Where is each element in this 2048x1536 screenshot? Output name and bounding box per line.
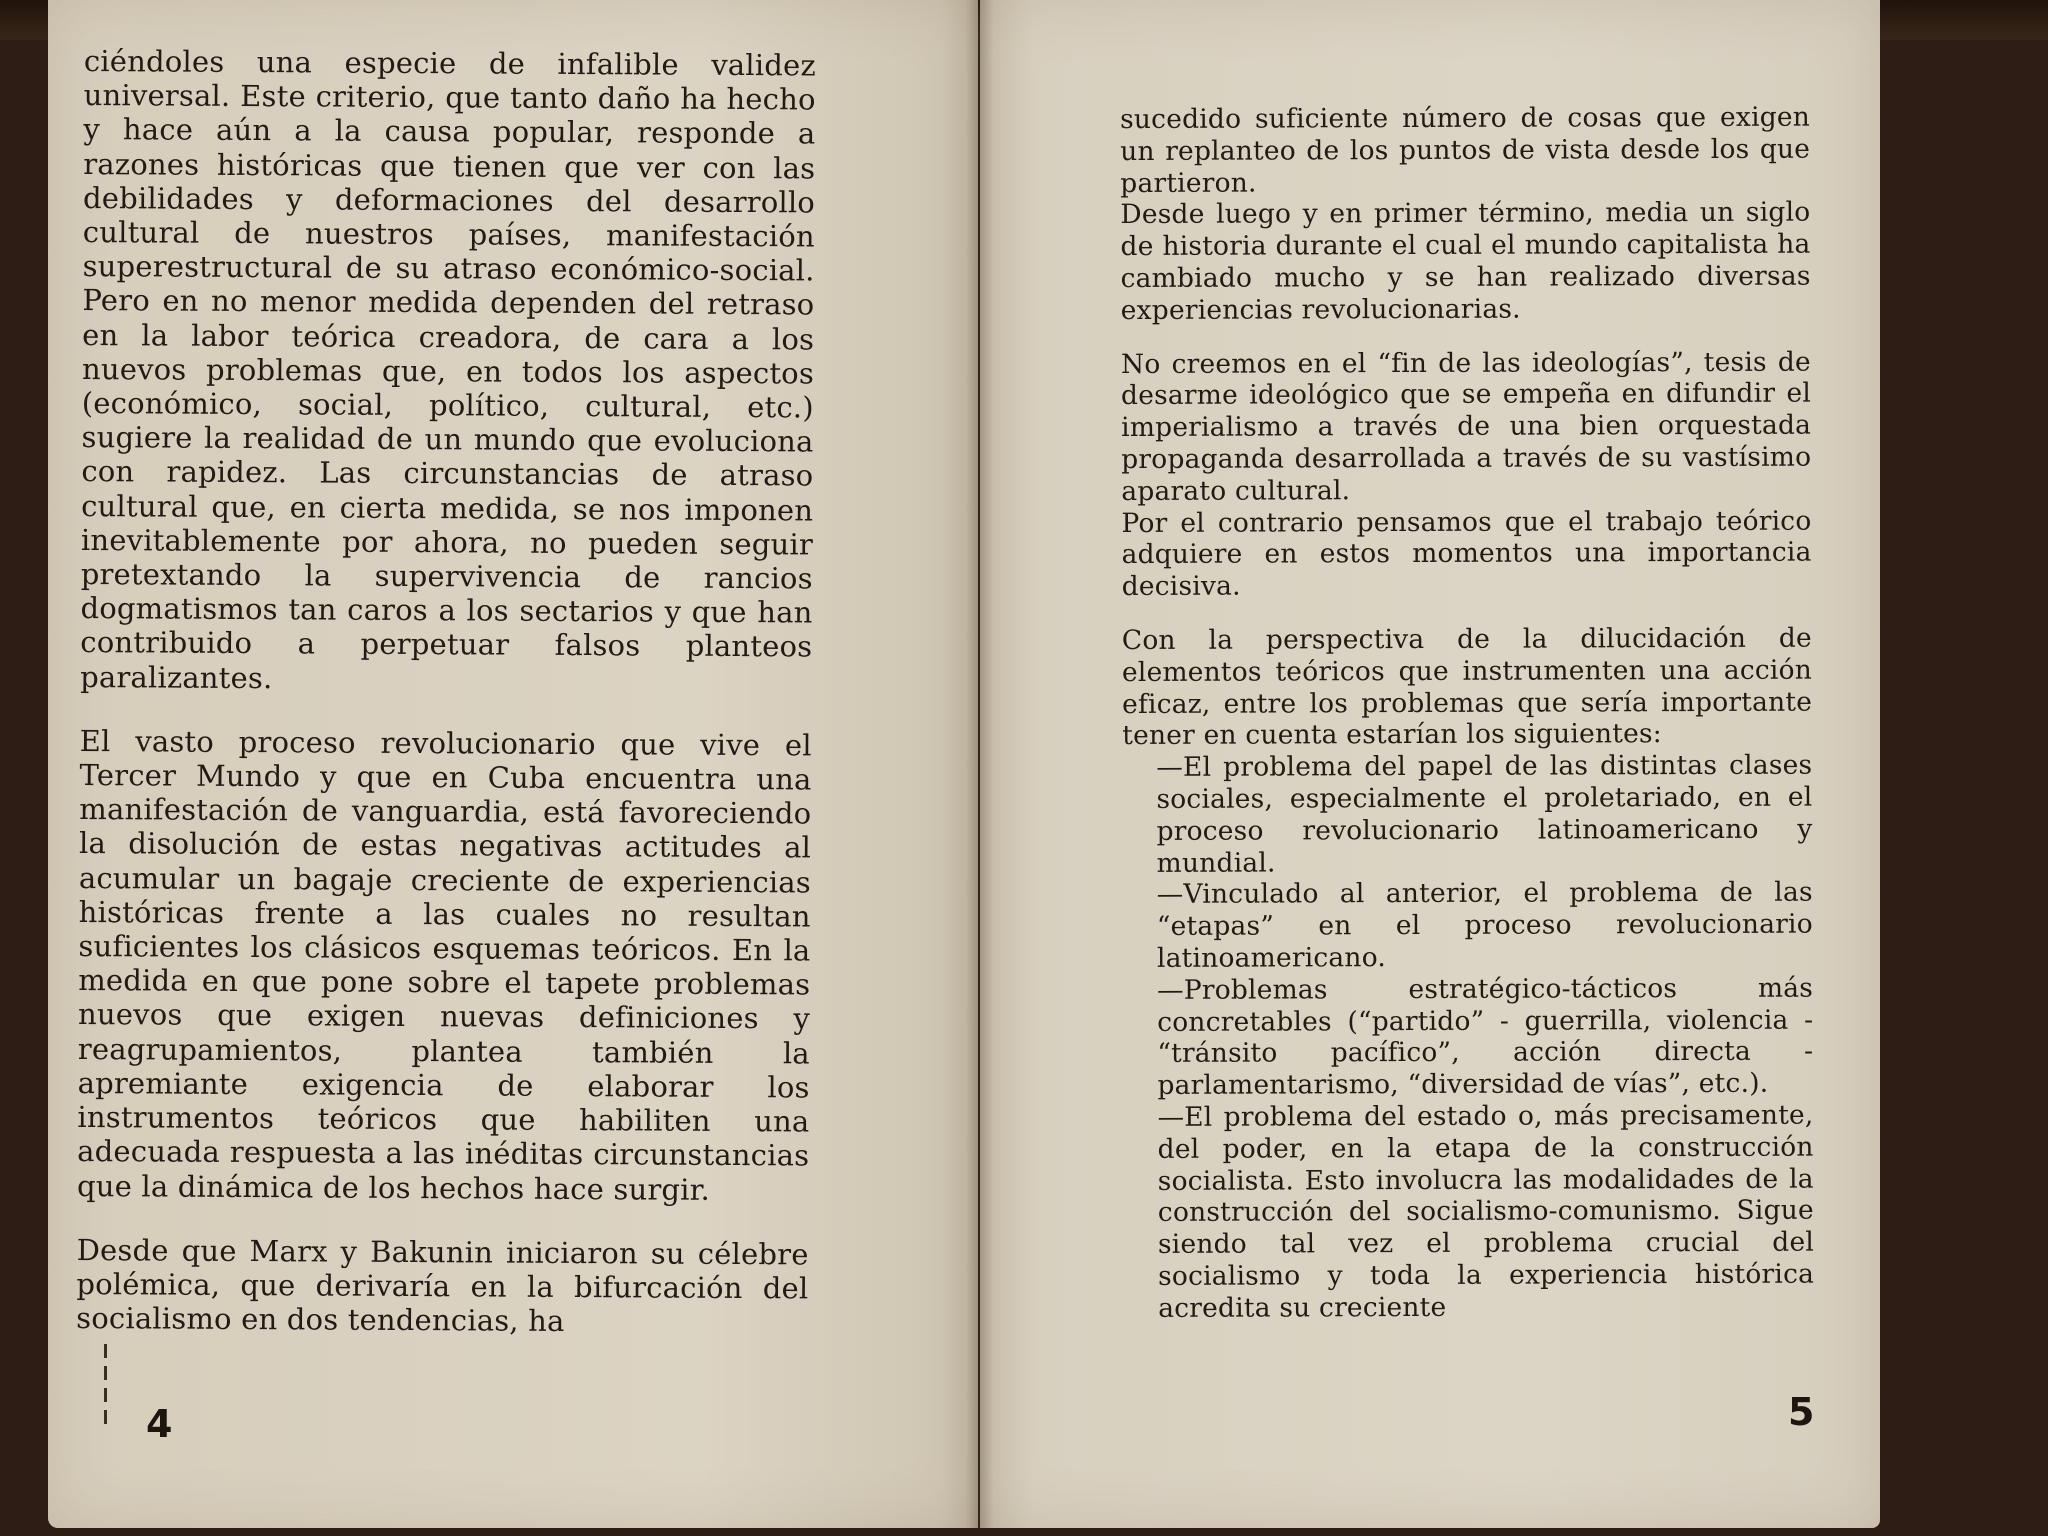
book-gutter	[966, 0, 994, 1528]
left-paragraph-1: ciéndoles una especie de infalible validez universal. Este criterio, que tanto daño ha hecho y hace aún a la causa popular, responde a razones históricas que tienen que ver con las debilidades y deformaciones del desarrollo cultural de nuestros países, manifestación superestructural de su atraso económico-social. Pero en no menor medida dependen del retraso en la labor teórica creadora, de cara a los nuevos problemas que, en todos los aspectos (económico, social, político, cultural, etc.) sugiere la realidad de un mundo que evoluciona con rapidez. Las circunstancias de atraso cultural que, en cierta medida, se nos imponen inevitablemente por ahora, no pueden seguir pretextando la supervivencia de rancios dogmatismos tan caros a los sectarios y que han contribuido a perpetuar falsos planteos paralizantes.	[80, 44, 816, 695]
right-paragraph-4: Por el contrario pensamos que el trabajo teórico adquiere en estos momentos una importancia decisiva.	[1121, 505, 1812, 603]
list-item: —Problemas estratégico-tácticos más concretables (“partido” - guerrilla, violencia - “tránsito pacífico”, acción directa - parlamentarismo, “diversidad de vías”, etc.).	[1157, 972, 1814, 1101]
left-page-text	[76, 44, 816, 1340]
list-item: —Vinculado al anterior, el problema de las “etapas” en el proceso revolucionario latinoamericano.	[1156, 876, 1813, 974]
left-paragraph-2: El vasto proceso revolucionario que vive el Tercer Mundo y que en Cuba encuentra una manifestación de vanguardia, está favoreciendo la disolución de estas negativas actitudes al acumular un bagaje creciente de experiencias históricas frente a las cuales no resultan suficientes los clásicos esquemas teóricos. En la medida en que pone sobre el tapete problemas nuevos que exigen nuevas definiciones y reagrupamientos, plantea también la apremiante exigencia de elaborar los instrumentos teóricos que habiliten una adecuada respuesta a las inéditas circunstancias que la dinámica de los hechos hace surgir.	[76, 723, 812, 1207]
right-paragraph-2: Desde luego y en primer término, media un siglo de historia durante el cual el mundo capitalista ha cambiado mucho y se han realizado diversas experiencias revolucionarias.	[1120, 196, 1811, 326]
left-paragraph-3: Desde que Marx y Bakunin iniciaron su célebre polémica, que derivaría en la bifurcación del socialismo en dos tendencias, ha	[76, 1232, 809, 1339]
right-page-number: 5	[1788, 1390, 1815, 1434]
right-paragraph-5: Con la perspectiva de la dilucidación de elementos teóricos que instrumenten una acción eficaz, entre los problemas que sería importante tener en cuenta estarían los siguientes:	[1121, 622, 1813, 752]
page-edge-marks	[104, 1336, 114, 1486]
right-paragraph-3: No creemos en el “fin de las ideologías”, tesis de desarme ideológico que se empeña en difundir el imperialismo a través de una bien orquestada propaganda desarrollada a través de su vastísimo aparato cultural.	[1120, 346, 1812, 507]
list-item: —El problema del papel de las distintas clases sociales, especialmente el proletariado, en el proceso revolucionario latinoamericano y mundial.	[1156, 749, 1813, 879]
right-paragraph-1: sucedido suficiente número de cosas que exigen un replanteo de los puntos de vista desde los que partieron.	[1120, 101, 1811, 199]
left-page-number: 4	[146, 1402, 173, 1446]
list-item: —El problema del estado o, más precisamente, del poder, en la etapa de la construcción socialista. Esto involucra las modalidades de la construcción del socialismo-comunismo. Sigue siendo tal vez el problema crucial del socialismo y toda la experiencia histórica acredita su creciente	[1157, 1099, 1815, 1324]
right-page-text	[1120, 102, 1814, 1325]
